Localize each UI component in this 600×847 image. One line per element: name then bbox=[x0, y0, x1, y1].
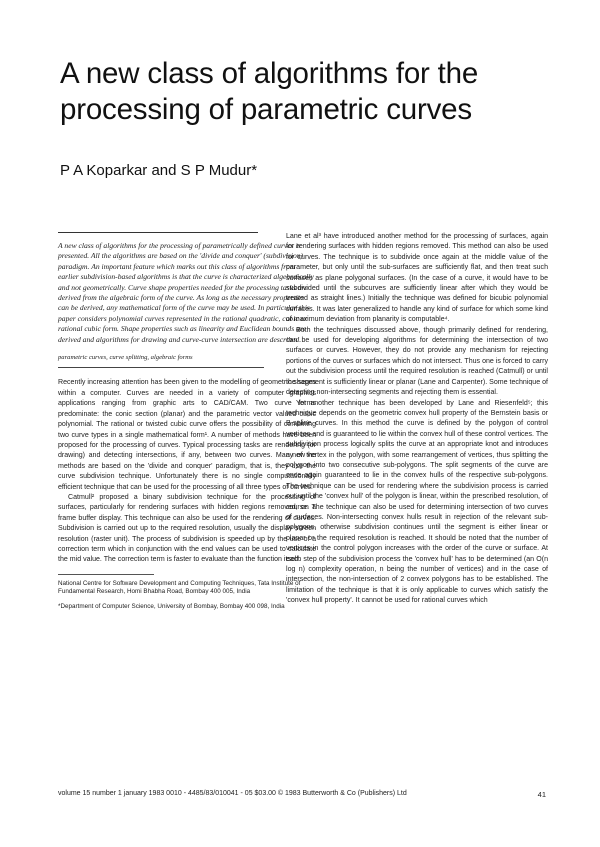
abstract-text: A new class of algorithms for the processing of parametrically defined curves is presented. All the algorithms are based on the 'divide and conquer' (subdivision) paradigm. An important feature which marks out this class of algorithms from earlier subdivision-based algorithms is that the curve is characterized algebraically and not geometrically. Curve shape properties needed for the processing tasks are derived from the algebraic form of the curve. As long as the necessary properties can be derived, any mathematical form of the curve may be used. In particular this paper considers polynomial curves represented in the rational quadratic, cubic or rational cubic form. Shape properties such as linearity and Euclidean bounds are derived and algorithms for drawing and curve-curve intersection are described. bbox=[58, 241, 314, 344]
right-paragraph: Both the techniques discussed above, though primarily defined for rendering, can be used for developing algorithms for determining the intersection of two surfaces or curves. However, they do not provide any mechanism for rejecting portions of the curves or surfaces which do not intersect. Thus one is forced to carry out the subdivision process until the required resolution is reached (Catmull) or until the segment is sufficiently linear or planar (Lane and Carpenter). Some technique of detecting non-intersecting segments and rejecting them is essential. bbox=[286, 326, 548, 397]
right-column bbox=[286, 232, 548, 607]
page-number: 41 bbox=[537, 790, 546, 799]
abstract bbox=[58, 232, 316, 345]
authors: P A Koparkar and S P Mudur* bbox=[60, 162, 258, 179]
keywords: parametric curves, curve splitting, algebraic forms bbox=[58, 354, 193, 362]
left-body bbox=[58, 378, 316, 565]
affiliation-bombay: *Department of Computer Science, University of Bombay, Bombay 400 098, India bbox=[58, 602, 285, 610]
right-paragraph: Lane et al³ have introduced another method for the processing of surfaces, again for rendering surfaces with hidden regions removed. This method can also be used for curves. The technique is to subdivide once again at the middle value of the parameter, but only until the sub-surfaces are sufficiently flat, and then treat such surfaces as plane polygonal surfaces. (In the case of a curve, it would have to be subdivided until the subcurves are sufficiently linear after which they would be treated as straight lines.) Initially the technique was defined for bicubic polynomial surfaces. It was later generalized to handle any kind of surface for which some kind of maximum deviation from planarity is computable⁴. bbox=[286, 233, 548, 324]
keywords-rule bbox=[58, 367, 264, 368]
abstract-top-rule bbox=[58, 232, 258, 233]
left-column bbox=[58, 232, 316, 617]
right-paragraph: Yet another technique has been developed by Lane and Riesenfeld⁵; this technique depends on the geometric convex hull property of the Bernstein basis or B-spline curves. In this method the curve is defined by the polygon of control vertices and is guaranteed to lie within the convex hull of these control vertices. The subdivision process logically splits the curve at an appropriate knot and introduces a new vertex in the polygon, with some rearrangement of vertices, thus splitting the polygon into two consecutive sub-polygons. The split segments of the curve are once again guaranteed to lie in the convex hulls of the respective sub-polygons. The technique can be used for rendering where the subdivision process is carried out until the 'convex hull' of the polygon is linear, within the prescribed resolution, of course. The technique can also be used for determining intersection of two curves of surfaces. Non-intersecting convex hulls result in rejection of the relevant sub-polygons, otherwise subdivision continues until the segment is either linear or planar or the required resolution is reached. It should be noted that the number of vertices in the control polygon increases with the order of the curve or surface. At each step of the subdivision process the 'convex hull' has to be determined (an O(n log n) complexity operation, n being the number of vertices) and in the case of intersection, the non-intersection of 2 convex polygons has to be established. The limitation of the technique is that it is only applicable to curves which satisfy the 'convex hull property'. It cannot be used for rational curves which bbox=[286, 399, 548, 605]
affiliation-rule bbox=[58, 574, 154, 575]
paper-title: A new class of algorithms for the processing of parametric curves bbox=[60, 57, 479, 126]
affiliation-ncsdct: National Centre for Software Development and Computing Techniques, Tata Institute of Fundamental Research, Homi Bhabha Road, Bombay 400 005, India bbox=[58, 579, 301, 596]
footer-citation: volume 15 number 1 january 1983 0010 - 4485/83/010041 - 05 $03.00 © 1983 Butterworth & Co (Publishers) Ltd bbox=[58, 790, 407, 797]
left-paragraph: Catmull² proposed a binary subdivision technique for the processing of surfaces, particularly for rendering surfaces with hidden regions removed, on a frame buffer display. This technique can also be used for the rendering of curves. Subdivision is carried out up to the required resolution, usually the display screen resolution (raster unit). The process of subdivision is speeded up by the use of a correction term which in conjunction with the end values can be used to calculate the mid value. The correction term is faster to evaluate than the function itself. bbox=[58, 493, 316, 564]
left-paragraph: Recently increasing attention has been given to the modelling of geometric shapes within a computer. Curves are needed in a variety of computer graphics applications ranging from graphic arts to CAD/CAM. Two curve forms predominate: the conic section (planar) and the parametric vector valued cubic polynomial. The rational or twisted cubic curve offers the possibility of combining two curve types in a single mathematical form¹. A number of methods have been proposed for the processing of curves. Typical processing tasks are rendering (or drawing) and detecting intersections, if any, between two curves. Many of the methods are based on the 'divide and conquer' paradigm, that is, they use the curve subdivision technique. Unfortunately there is no single computationally efficient technique that can be used for the processing of all three types of curves. bbox=[58, 379, 316, 491]
affiliations bbox=[58, 574, 316, 611]
